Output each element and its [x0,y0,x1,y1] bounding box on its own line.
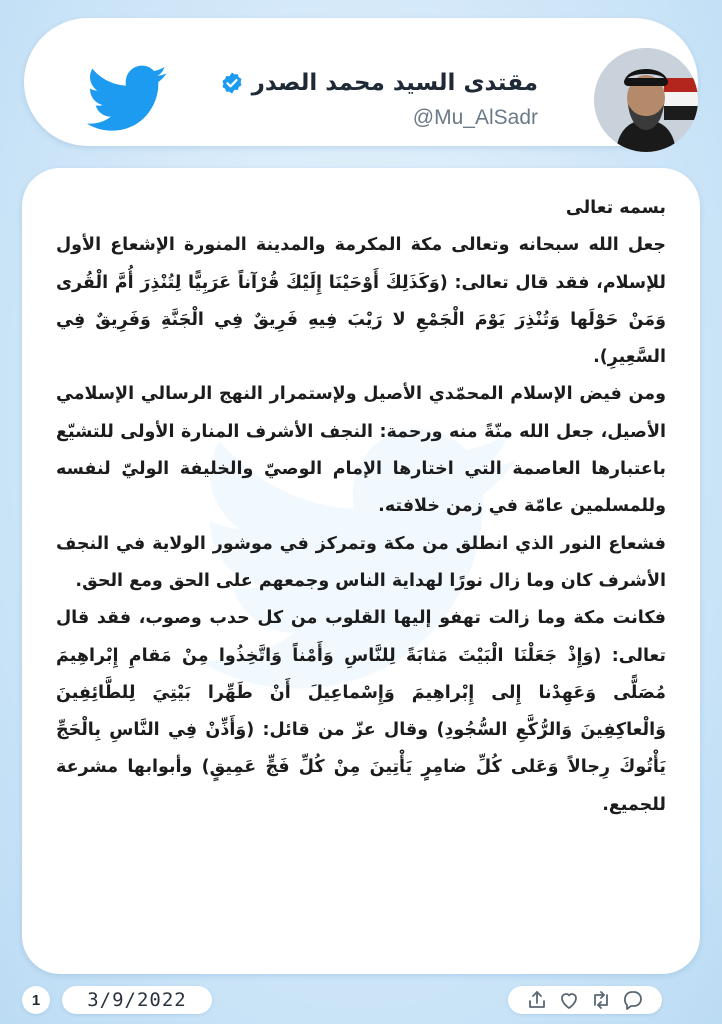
display-name[interactable]: مقتدى السيد محمد الصدر [251,70,538,96]
user-handle[interactable]: @Mu_AlSadr [412,106,538,129]
tweet-paragraph: فشعاع النور الذي انطلق من مكة وتمركز في موشور الولاية في النجف الأشرف كان وما زال نورًا لهداية الناس وجمعهم على الحق ومع الحق. [56,533,666,591]
tweet-paragraph: فكانت مكة وما زالت تهفو إليها القلوب من كل حدب وصوب، فقد قال تعالى: (وَإِذْ جَعَلْنَا الْبَيْتَ مَثابَةً لِلنَّاسِ وَأَمْناً وَاتَّخِذُوا مِنْ مَقامِ إِبْراهِيمَ مُصَلًّى وَعَهِدْنا إِلى إِبْراهِيمَ وَإِسْماعِيلَ أَنْ طَهِّرا بَيْتِيَ لِلطَّائِفِينَ وَالْعاكِفِينَ وَالرُّكَّعِ السُّجُودِ) وقال عزّ من قائل: (وَأَذِّنْ فِي النَّاسِ بِالْحَجِّ يَأْتُوكَ رِجالاً وَعَلى كُلِّ ضامِرٍ يَأْتِينَ مِنْ كُلِّ فَجٍّ عَمِيقٍ) وأبوابها مشرعة للجميع. [56,608,666,815]
retweet-icon[interactable] [589,988,613,1012]
tweet-card [22,168,700,974]
tweet-actions-bar [508,986,662,1014]
page-count-badge: 1 [22,986,50,1014]
verified-badge-icon [220,71,244,95]
tweet-paragraph-salutation: بسمه تعالى [565,198,666,218]
tweet-date-badge: 3/9/2022 [62,986,212,1014]
profile-header-card [24,18,698,146]
tweet-paragraph: ومن فيض الإسلام المحمّدي الأصيل ولإستمرار النهج الرسالي الإسلامي الأصيل، جعل الله منّةً منه ورحمة: النجف الأشرف المنارة الأولى للتشيّع باعتبارها العاصمة التي اختارها الإمام الوصيّ والخليفة الوليّ لنفسه وللمسلمين عامّة في زمن خلافته. [56,384,666,517]
twitter-bird-icon [80,58,176,138]
avatar-portrait-icon [594,48,698,152]
tweet-text [56,190,666,824]
display-name-row [220,70,538,96]
tweet-paragraph: جعل الله سبحانه وتعالى مكة المكرمة والمدينة المنورة الإشعاع الأول للإسلام، فقد قال تعالى: (وَكَذَلِكَ أَوْحَيْنَا إِلَيْكَ قُرْآناً عَرَبِيًّا لِتُنْذِرَ أُمَّ الْقُرى وَمَنْ حَوْلَها وَتُنْذِرَ يَوْمَ الْجَمْعِ لا رَيْبَ فِيهِ فَرِيقٌ فِي الْجَنَّةِ وَفَرِيقٌ فِي السَّعِيرِ). [56,235,666,368]
avatar[interactable] [594,48,698,152]
like-icon[interactable] [557,988,581,1012]
reply-icon[interactable] [621,988,645,1012]
share-icon[interactable] [525,988,549,1012]
